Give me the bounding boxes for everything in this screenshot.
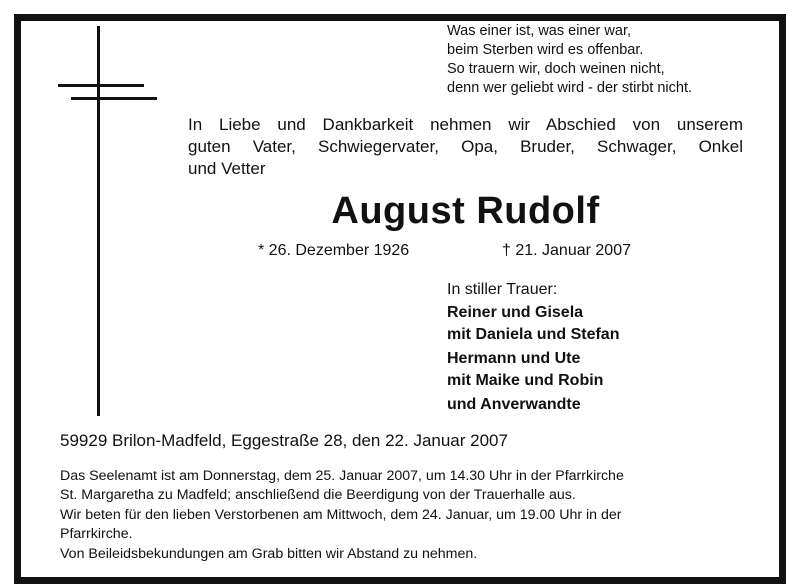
notes-line: Pfarrkirche.: [60, 525, 133, 542]
address-line: 59929 Brilon-Madfeld, Eggestraße 28, den 22. Januar 2007: [60, 431, 508, 450]
mourner-line: Hermann und Ute: [447, 350, 581, 367]
cross-upper-bar: [58, 84, 144, 87]
birth-date: * 26. Dezember 1926: [258, 242, 410, 259]
notes-line: Von Beileidsbekundungen am Grab bitten wir Abstand zu nehmen.: [60, 546, 478, 562]
intro-line: und Vetter: [188, 159, 266, 178]
notes-paragraph: [60, 467, 745, 504]
intro-text: [188, 114, 743, 180]
poem-line: So trauern wir, doch weinen nicht,: [447, 61, 665, 77]
notes-paragraph: [60, 506, 745, 543]
intro-line: guten Vater, Schwiegervater, Opa, Bruder, Schwager, Onkel: [188, 137, 743, 156]
poem-line: Was einer ist, was einer war,: [447, 23, 631, 39]
mourner-group: [447, 348, 619, 392]
mourner-group: [447, 394, 619, 416]
cross-lower-bar: [71, 97, 157, 100]
poem-line: denn wer geliebt wird - der stirbt nicht.: [447, 80, 692, 96]
notes-line: Wir beten für den lieben Verstorbenen am Mittwoch, dem 24. Januar, um 19.00 Uhr in der: [60, 507, 622, 523]
mourner-line: mit Maike und Robin: [447, 372, 604, 389]
notes-paragraph: [60, 545, 745, 564]
mourners-list: [447, 302, 619, 418]
mourner-line: Reiner und Gisela: [447, 304, 584, 321]
mourner-line: mit Daniela und Stefan: [447, 326, 620, 343]
service-notes: [60, 467, 745, 566]
intro-line: In Liebe und Dankbarkeit nehmen wir Abschied von unserem: [188, 115, 743, 134]
mourner-line: und Anverwandte: [447, 396, 581, 413]
mourners-label: In stiller Trauer:: [447, 281, 558, 298]
death-date: † 21. Januar 2007: [502, 242, 631, 259]
poem-line: beim Sterben wird es offenbar.: [447, 42, 644, 58]
notes-line: St. Margaretha zu Madfeld; anschließend die Beerdigung von der Trauerhalle aus.: [60, 486, 576, 503]
notes-line: Das Seelenamt ist am Donnerstag, dem 25. Januar 2007, um 14.30 Uhr in der Pfarrkirche: [60, 468, 624, 484]
mourner-group: [447, 302, 619, 346]
deceased-name: August Rudolf: [331, 190, 600, 232]
poem: [447, 22, 767, 98]
